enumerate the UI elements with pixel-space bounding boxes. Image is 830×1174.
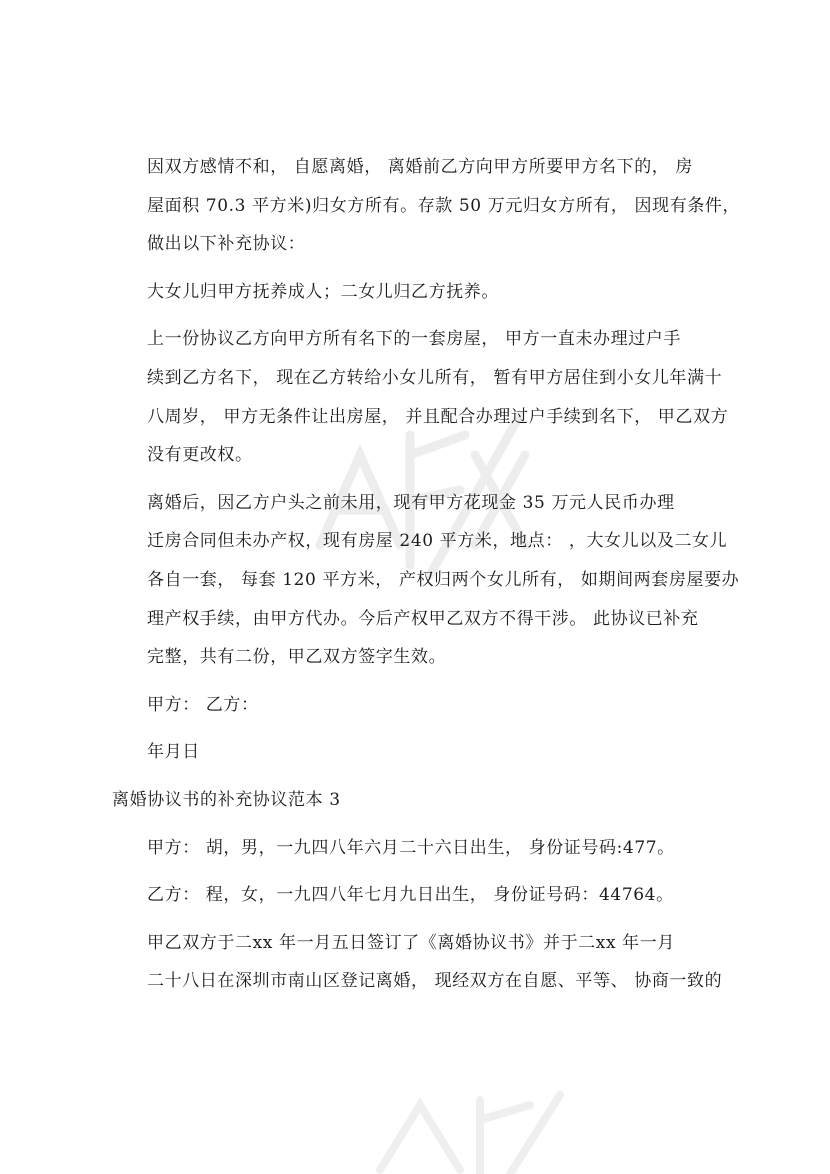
paragraph-4 xyxy=(112,484,740,677)
paragraph-1 xyxy=(112,148,741,264)
text-line: 上一份协议乙方向甲方所有名下的一套房屋， 甲方一直未办理过户手 xyxy=(147,329,682,350)
text-line: 完整，共有二份，甲乙双方签字生效。 xyxy=(147,647,447,668)
text-line: 离婚后，因乙方户头之前未用，现有甲方花现金 35 万元人民币办理 xyxy=(147,492,675,513)
text-line: 甲方： 乙方： xyxy=(147,694,259,715)
text-line: 年月日 xyxy=(147,742,200,763)
text-line: 迁房合同但未办产权，现有房屋 240 平方米，地点： ，大女儿以及二女儿 xyxy=(147,531,728,552)
watermark-stamp-bottom xyxy=(360,1085,570,1174)
text-line: 理产权手续，由甲方代办。今后产权甲乙双方不得干涉。 此协议已补充 xyxy=(147,608,699,629)
party-a-info xyxy=(112,829,727,868)
text-line: 大女儿归甲方抚养成人；二女儿归乙方抚养。 xyxy=(147,281,499,302)
text-line: 甲乙双方于二xx 年一月五日签订了《离婚协议书》并于二xx 年一月 xyxy=(147,932,675,953)
text-line: 屋面积 70.3 平方米)归女方所有。存款 50 万元归女方所有， 因现有条件， xyxy=(147,195,741,216)
text-line: 因双方感情不和， 自愿离婚， 离婚前乙方向甲方所要甲方名下的， 房 xyxy=(147,157,694,177)
text-line: 乙方： 程，女，一九四八年七月九日出生， 身份证号码：44764。 xyxy=(147,885,674,906)
paragraph-3 xyxy=(112,320,727,474)
document-body xyxy=(112,148,741,1001)
signature-line xyxy=(112,686,727,725)
text-line: 没有更改权。 xyxy=(147,445,253,466)
paragraph-2 xyxy=(112,273,727,312)
text-line: 八周岁， 甲方无条件让出房屋， 并且配合办理过户手续到名下， 甲乙双方 xyxy=(147,406,729,427)
section-heading xyxy=(112,781,727,820)
text-line: 二十八日在深圳市南山区登记离婚， 现经双方在自愿、平等、 协商一致的 xyxy=(147,971,723,992)
date-line xyxy=(112,733,727,772)
text-line: 做出以下补充协议： xyxy=(147,234,306,255)
text-line: 各自一套， 每套 120 平方米， 产权归两个女儿所有， 如期间两套房屋要办 xyxy=(147,569,740,590)
text-line: 续到乙方名下， 现在乙方转给小女儿所有， 暂有甲方居住到小女儿年满十 xyxy=(147,367,723,388)
text-line: 离婚协议书的补充协议范本 3 xyxy=(112,789,341,810)
text-line: 甲方： 胡，男，一九四八年六月二十六日出生， 身份证号码:477。 xyxy=(147,837,675,858)
paragraph-last xyxy=(112,924,727,1001)
party-b-info xyxy=(112,876,727,915)
